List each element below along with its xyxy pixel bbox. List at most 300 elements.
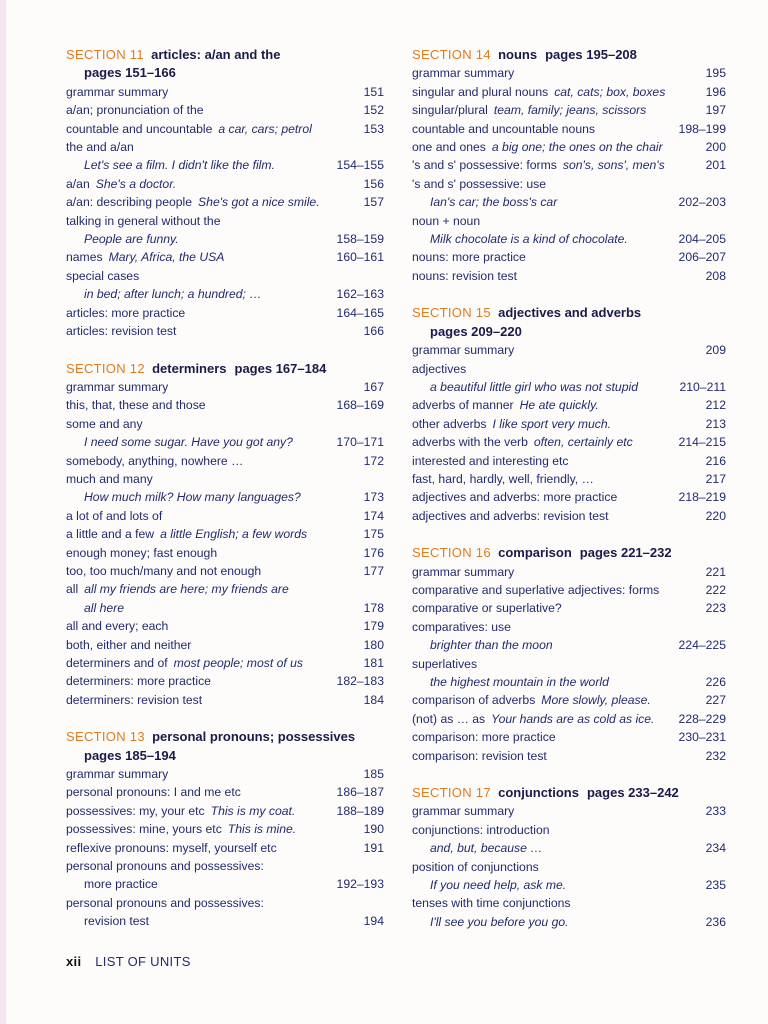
entry-topic: names: [66, 250, 103, 265]
entry-topic: much and many: [66, 471, 153, 486]
entry-example: all my friends are here; my friends are: [84, 582, 289, 597]
entry-page: 213: [705, 416, 726, 431]
section-title: conjunctions: [498, 785, 579, 801]
toc-entry: [66, 525, 384, 543]
entry-text: [66, 525, 364, 543]
entry-text: [412, 175, 726, 193]
entry-text: [66, 839, 364, 857]
entry-text: [66, 415, 384, 433]
entry-topic: conjunctions: introduction: [412, 822, 550, 837]
entry-topic: personal pronouns and possessives:: [66, 859, 264, 874]
entry-text: [66, 875, 337, 893]
toc-entry: [66, 636, 384, 654]
entry-text: [412, 396, 706, 414]
entry-page: 174: [363, 508, 384, 523]
entry-page: 175: [363, 527, 384, 542]
entry-example: brighter than the moon: [430, 638, 553, 653]
toc-entry: [412, 64, 726, 82]
section: [66, 728, 384, 930]
entry-page: 221: [705, 564, 726, 579]
toc-entry: [66, 894, 384, 912]
entry-text: [412, 913, 706, 931]
entry-topic: personal pronouns and possessives:: [66, 895, 264, 910]
entry-topic: superlatives: [412, 656, 478, 671]
entry-text: [66, 894, 384, 912]
toc-entry: [412, 507, 726, 525]
entry-topic: a/an: [66, 176, 90, 191]
entry-page: 198–199: [678, 121, 726, 136]
entry-page: 152: [363, 103, 384, 118]
entry-topic: some and any: [66, 416, 143, 431]
toc-entry: [412, 452, 726, 470]
toc-entry: [66, 230, 384, 248]
entry-text: [66, 304, 337, 322]
toc-entry: [412, 138, 726, 156]
entry-page: 220: [705, 508, 726, 523]
entry-topic: adjectives and adverbs: more practice: [412, 490, 618, 505]
toc-entry: [412, 248, 726, 266]
entry-example: This is mine.: [227, 822, 297, 837]
entry-page: 166: [363, 324, 384, 339]
entry-text: [412, 83, 706, 101]
section: [412, 784, 726, 931]
entry-text: [66, 488, 364, 506]
toc-entry: [412, 415, 726, 433]
entry-text: [412, 636, 679, 654]
entry-text: [66, 433, 337, 451]
entry-text: [66, 654, 364, 672]
entry-topic: nouns: revision test: [412, 268, 518, 283]
toc-entry: [66, 175, 384, 193]
entry-text: [66, 175, 364, 193]
entry-text: [66, 802, 337, 820]
entry-topic: grammar summary: [412, 66, 515, 81]
entry-page: 156: [363, 176, 384, 191]
toc-entry: [66, 783, 384, 801]
toc-entry: [412, 691, 726, 709]
entry-example: a big one; the ones on the chair: [491, 140, 663, 155]
entry-page: 167: [363, 379, 384, 394]
section-number: SECTION 12: [66, 360, 145, 376]
entry-text: [66, 322, 364, 340]
entry-text: [412, 747, 706, 765]
toc-entry: [66, 120, 384, 138]
toc-entry: [66, 433, 384, 451]
toc-entry: [412, 470, 726, 488]
entry-page: 173: [363, 490, 384, 505]
entry-text: [66, 248, 337, 266]
entry-text: [66, 765, 364, 783]
entry-topic: 's and s' possessive: forms: [412, 158, 557, 173]
entry-topic: comparison: revision test: [412, 748, 547, 763]
entry-page: 202–203: [678, 195, 726, 210]
entry-topic: singular/plural: [412, 103, 488, 118]
entry-topic: possessives: mine, yours etc: [66, 822, 222, 837]
entry-page: 235: [705, 878, 726, 893]
toc-entry: [412, 673, 726, 691]
entry-text: [412, 230, 679, 248]
entry-text: [412, 267, 706, 285]
entry-page: 191: [363, 840, 384, 855]
entry-text: [66, 599, 364, 617]
entry-topic: interested and interesting etc: [412, 453, 569, 468]
entry-page: 218–219: [678, 490, 726, 505]
section-heading: [412, 304, 726, 341]
section-pages: pages 151–166: [84, 65, 176, 81]
entry-topic: countable and uncountable: [66, 121, 213, 136]
section-heading: [66, 728, 384, 765]
entry-text: [66, 857, 384, 875]
entry-page: 214–215: [678, 435, 726, 450]
entry-text: [66, 820, 364, 838]
entry-text: [412, 507, 706, 525]
entry-topic: countable and uncountable nouns: [412, 121, 595, 136]
toc-entry: [66, 322, 384, 340]
entry-example: If you need help, ask me.: [430, 878, 567, 893]
entry-example: the highest mountain in the world: [430, 675, 609, 689]
entry-text: [412, 193, 679, 211]
entry-topic: grammar summary: [66, 767, 169, 782]
toc-entry: [412, 341, 726, 359]
entry-page: 226: [705, 675, 726, 689]
toc-entry: [66, 470, 384, 488]
section-pages: pages 167–184: [234, 360, 327, 376]
entry-topic: articles: revision test: [66, 324, 177, 339]
entry-topic: more practice: [84, 877, 158, 892]
entry-topic: determiners and of: [66, 656, 168, 670]
entry-topic: a lot of and lots of: [66, 508, 163, 523]
toc-entry: [412, 378, 726, 396]
toc-entry: [66, 802, 384, 820]
toc-entry: [412, 120, 726, 138]
toc-entry: [66, 83, 384, 101]
entry-text: [66, 285, 337, 303]
entry-topic: personal pronouns: I and me etc: [66, 785, 241, 800]
entry-topic: determiners: revision test: [66, 692, 203, 707]
left-column: [66, 46, 384, 950]
entry-topic: talking in general without the: [66, 213, 221, 228]
entry-topic: comparatives: use: [412, 619, 511, 634]
entry-topic: grammar summary: [412, 804, 515, 819]
entry-text: [412, 858, 726, 876]
entry-page: 170–171: [336, 435, 384, 450]
entry-page: 181: [363, 656, 384, 670]
toc-entry: [66, 691, 384, 709]
toc-entry: [412, 267, 726, 285]
section-title: personal pronouns; possessives: [152, 729, 356, 745]
entry-topic: revision test: [84, 914, 150, 929]
entry-example: all here: [84, 600, 124, 615]
toc-entry: [66, 544, 384, 562]
entry-topic: adjectives and adverbs: revision test: [412, 508, 609, 523]
entry-topic: the and a/an: [66, 140, 134, 155]
entry-example: How much milk? How many languages?: [84, 490, 301, 505]
toc-entry: [66, 617, 384, 635]
entry-example: and, but, because …: [430, 841, 543, 856]
entry-page: 190: [363, 822, 384, 837]
toc-entry: [66, 765, 384, 783]
section-pages: pages 185–194: [84, 747, 176, 763]
footer-label: LIST OF UNITS: [95, 954, 191, 969]
toc-entry: [412, 193, 726, 211]
entry-text: [412, 581, 706, 599]
section-pages: pages 233–242: [586, 785, 679, 801]
entry-page: 186–187: [336, 785, 384, 800]
toc-entry: [412, 876, 726, 894]
entry-page: 206–207: [678, 250, 726, 265]
toc-entry: [412, 396, 726, 414]
entry-page: 234: [705, 841, 726, 856]
section: [412, 46, 726, 285]
entry-example: Let's see a film. I didn't like the film.: [84, 158, 275, 173]
section-title: adjectives and adverbs: [498, 305, 642, 321]
section-number: SECTION 17: [412, 785, 491, 801]
section-title: articles: a/an and the: [151, 47, 281, 62]
entry-page: 151: [363, 84, 384, 99]
section-number: SECTION 13: [66, 729, 145, 745]
toc-entry: [66, 672, 384, 690]
entry-text: [412, 821, 726, 839]
section-heading: [412, 46, 726, 64]
toc-entry: [412, 894, 726, 912]
section-pages: pages 195–208: [545, 47, 637, 62]
toc-entry: [412, 83, 726, 101]
entry-text: [412, 802, 706, 820]
toc-entry: [66, 378, 384, 396]
entry-page: 160–161: [336, 250, 384, 265]
entry-topic: singular and plural nouns: [412, 84, 549, 99]
section-number: SECTION 15: [412, 305, 491, 321]
entry-example: She's a doctor.: [95, 176, 177, 191]
page-edge: [0, 0, 6, 1024]
toc-entry: [412, 839, 726, 857]
entry-page: 230–231: [678, 730, 726, 745]
toc-entry: [66, 304, 384, 322]
toc-entry: [412, 230, 726, 248]
toc-entry: [412, 747, 726, 765]
entry-topic: a little and a few: [66, 527, 155, 542]
entry-page: 158–159: [336, 232, 384, 247]
entry-text: [66, 156, 337, 174]
toc-entry: [412, 563, 726, 581]
entry-topic: too, too much/many and not enough: [66, 563, 262, 578]
toc-entry: [412, 488, 726, 506]
entry-text: [412, 248, 679, 266]
entry-text: [412, 470, 706, 488]
entry-example: More slowly, please.: [541, 693, 651, 708]
entry-page: 179: [363, 619, 384, 634]
toc-entry: [66, 562, 384, 580]
entry-page: 232: [705, 748, 726, 763]
entry-page: 153: [363, 121, 384, 136]
section-pages: pages 221–232: [579, 545, 672, 561]
entry-page: 200: [705, 140, 726, 155]
entry-page: 210–211: [679, 379, 726, 394]
entry-topic: a/an: describing people: [66, 195, 193, 210]
entry-example: She's got a nice smile.: [198, 195, 320, 210]
entry-topic: other adverbs: [412, 416, 487, 431]
entry-example: Milk chocolate is a kind of chocolate.: [430, 232, 628, 247]
entry-text: [412, 563, 706, 581]
entry-text: [66, 783, 337, 801]
section-heading: [66, 360, 384, 378]
page-footer: [66, 954, 191, 969]
entry-text: [66, 120, 364, 138]
entry-text: [66, 193, 364, 211]
entry-text: [412, 710, 679, 728]
toc-entry: [412, 728, 726, 746]
entry-text: [66, 672, 337, 690]
toc-entry: [66, 912, 384, 930]
entry-page: 188–189: [336, 803, 384, 818]
entry-example: in bed; after lunch; a hundred; …: [84, 287, 262, 302]
entry-text: [66, 378, 364, 396]
toc-entry: [412, 913, 726, 931]
entry-text: [412, 452, 706, 470]
toc-entry: [412, 858, 726, 876]
entry-page: 192–193: [336, 877, 384, 892]
entry-topic: possessives: my, your etc: [66, 803, 205, 818]
entry-text: [66, 470, 384, 488]
entry-topic: enough money; fast enough: [66, 545, 218, 560]
section: [66, 360, 384, 710]
toc-entry: [66, 138, 384, 156]
entry-topic: fast, hard, hardly, well, friendly, …: [412, 471, 594, 486]
entry-page: 176: [363, 545, 384, 560]
toc-entry: [412, 618, 726, 636]
toc-entry: [412, 581, 726, 599]
toc-entry: [412, 101, 726, 119]
entry-page: 217: [705, 471, 726, 486]
toc-entry: [66, 875, 384, 893]
entry-text: [66, 138, 384, 156]
entry-topic: grammar summary: [412, 564, 515, 579]
entry-page: 196: [705, 84, 726, 99]
toc-entry: [66, 212, 384, 230]
section-number: SECTION 11: [66, 47, 144, 62]
entry-topic: all: [66, 582, 79, 597]
entry-text: [66, 83, 364, 101]
entry-text: [412, 488, 679, 506]
section: [412, 544, 726, 765]
entry-topic: special cases: [66, 268, 140, 283]
entry-page: 184: [363, 692, 384, 707]
entry-page: 172: [363, 453, 384, 468]
toc-entry: [66, 488, 384, 506]
entry-text: [412, 415, 706, 433]
entry-text: [412, 894, 726, 912]
toc-entry: [66, 839, 384, 857]
entry-text: [412, 618, 726, 636]
entry-topic: grammar summary: [412, 343, 515, 358]
entry-page: 164–165: [336, 305, 384, 320]
section-title: determiners: [152, 360, 227, 376]
section: [412, 304, 726, 525]
page-number: xii: [66, 954, 82, 969]
toc-entry: [66, 156, 384, 174]
entry-example: cat, cats; box, boxes: [554, 84, 666, 99]
entry-page: 157: [363, 195, 384, 210]
entry-text: [66, 230, 337, 248]
entry-text: [412, 599, 706, 617]
entry-text: [412, 64, 706, 82]
entry-page: 154–155: [336, 158, 384, 173]
entry-text: [412, 360, 726, 378]
entry-topic: grammar summary: [66, 84, 169, 99]
entry-page: 177: [363, 563, 384, 578]
entry-example: often, certainly etc: [533, 435, 633, 450]
toc-entry: [412, 360, 726, 378]
section-heading: [412, 544, 726, 562]
entry-text: [66, 507, 364, 525]
entry-topic: adverbs with the verb: [412, 435, 528, 450]
entry-topic: one and ones: [412, 140, 486, 155]
toc-entry: [412, 212, 726, 230]
entry-text: [412, 341, 706, 359]
entry-text: [66, 912, 364, 930]
entry-page: 197: [705, 103, 726, 118]
entry-text: [412, 655, 726, 673]
entry-page: 195: [705, 66, 726, 81]
entry-topic: 's and s' possessive: use: [412, 176, 547, 191]
toc-entry: [412, 821, 726, 839]
entry-topic: reflexive pronouns: myself, yourself etc: [66, 840, 277, 855]
toc-entry: [66, 396, 384, 414]
entry-text: [412, 378, 679, 396]
entry-page: 204–205: [678, 232, 726, 247]
entry-text: [66, 267, 384, 285]
entry-page: 162–163: [336, 287, 384, 302]
entry-text: [412, 876, 706, 894]
entry-example: People are funny.: [84, 232, 179, 247]
toc-entry: [66, 857, 384, 875]
entry-topic: grammar summary: [66, 379, 169, 394]
entry-topic: somebody, anything, nowhere …: [66, 453, 244, 468]
entry-text: [66, 544, 364, 562]
entry-topic: adverbs of manner: [412, 398, 514, 413]
entry-page: 208: [705, 268, 726, 283]
entry-text: [412, 839, 706, 857]
entry-example: I need some sugar. Have you got any?: [84, 435, 293, 450]
entry-page: 180: [363, 637, 384, 652]
entry-example: a beautiful little girl who was not stupid: [430, 379, 638, 394]
entry-text: [66, 617, 364, 635]
entry-page: 178: [363, 600, 384, 615]
entry-text: [412, 673, 706, 691]
right-column: [412, 46, 726, 950]
entry-page: 224–225: [678, 638, 726, 653]
toc-entry: [66, 267, 384, 285]
entry-text: [412, 433, 679, 451]
entry-example: a little English; a few words: [160, 527, 308, 542]
toc-entry: [66, 654, 384, 672]
entry-page: 236: [705, 914, 726, 929]
entry-example: Mary, Africa, the USA: [108, 250, 225, 265]
entry-topic: comparison of adverbs: [412, 693, 536, 708]
entry-topic: articles: more practice: [66, 305, 186, 320]
section: [66, 46, 384, 341]
entry-topic: adjectives: [412, 361, 467, 376]
toc-entry: [66, 248, 384, 266]
entry-text: [412, 691, 706, 709]
entry-text: [412, 120, 679, 138]
entry-text: [66, 636, 364, 654]
entry-text: [66, 101, 364, 119]
entry-topic: this, that, these and those: [66, 398, 206, 413]
entry-page: 228–229: [678, 711, 726, 726]
section-number: SECTION 14: [412, 47, 491, 62]
entry-page: 194: [363, 914, 384, 929]
